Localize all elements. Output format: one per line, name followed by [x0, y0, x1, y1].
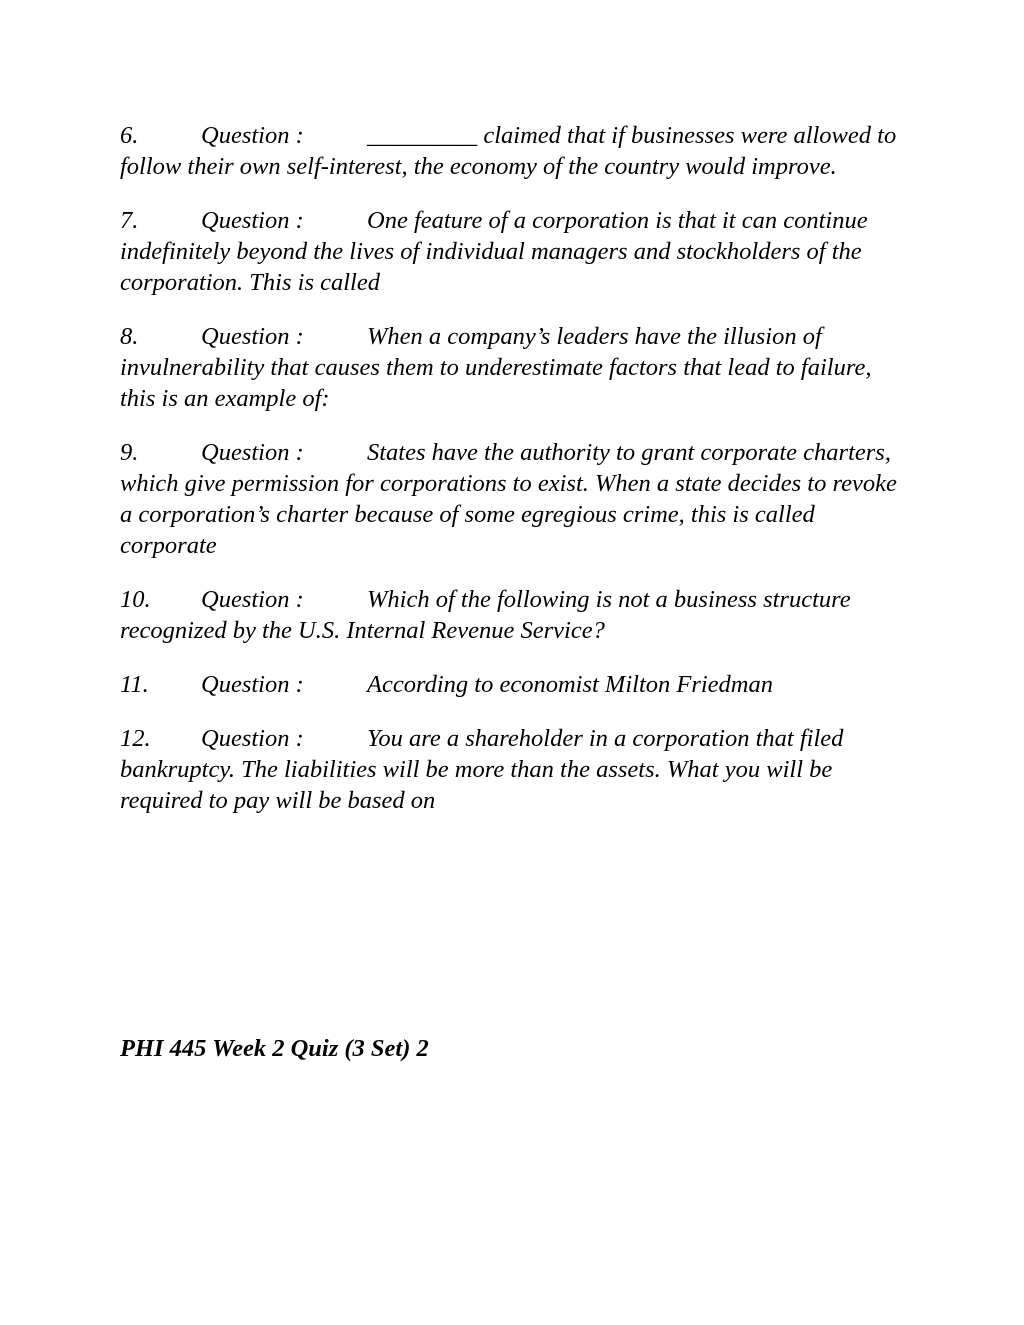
- section-heading: PHI 445 Week 2 Quiz (3 Set) 2: [120, 1035, 429, 1062]
- question-10: [120, 584, 910, 646]
- quiz-question-list: [120, 120, 910, 839]
- question-label: Question :: [201, 725, 304, 752]
- question-text: According to economist Milton Friedman: [367, 671, 773, 698]
- question-text: States have the authority to grant corporate charters, which give permission for corporations to exist. When a state decides to revoke a corporation’s charter because of some egregious crime, this is called corporate: [120, 439, 897, 559]
- question-label: Question :: [201, 586, 304, 613]
- question-number: 10.: [120, 586, 151, 613]
- question-11: [120, 669, 910, 700]
- question-label: Question :: [201, 671, 304, 698]
- question-label: Question :: [201, 439, 304, 466]
- question-8: [120, 321, 910, 414]
- question-7: [120, 205, 910, 298]
- question-number: 9.: [120, 439, 139, 466]
- question-text: _________ claimed that if businesses were allowed to follow their own self-interest, the economy of the country would improve.: [120, 122, 897, 180]
- question-label: Question :: [201, 207, 304, 234]
- question-text: Which of the following is not a business structure recognized by the U.S. Internal Revenue Service?: [120, 586, 851, 644]
- question-text: When a company’s leaders have the illusion of invulnerability that causes them to underestimate factors that lead to failure, this is an example of:: [120, 323, 872, 412]
- question-number: 8.: [120, 323, 139, 350]
- question-number: 7.: [120, 207, 139, 234]
- question-6: [120, 120, 910, 182]
- question-number: 12.: [120, 725, 151, 752]
- question-12: [120, 723, 910, 816]
- question-number: 11.: [120, 671, 149, 698]
- question-9: [120, 437, 910, 561]
- question-text: You are a shareholder in a corporation that filed bankruptcy. The liabilities will be more than the assets. What you will be required to pay will be based on: [120, 725, 844, 814]
- question-label: Question :: [201, 122, 304, 149]
- question-label: Question :: [201, 323, 304, 350]
- question-text: One feature of a corporation is that it can continue indefinitely beyond the lives of individual managers and stockholders of the corporation. This is called: [120, 207, 868, 296]
- question-number: 6.: [120, 122, 139, 149]
